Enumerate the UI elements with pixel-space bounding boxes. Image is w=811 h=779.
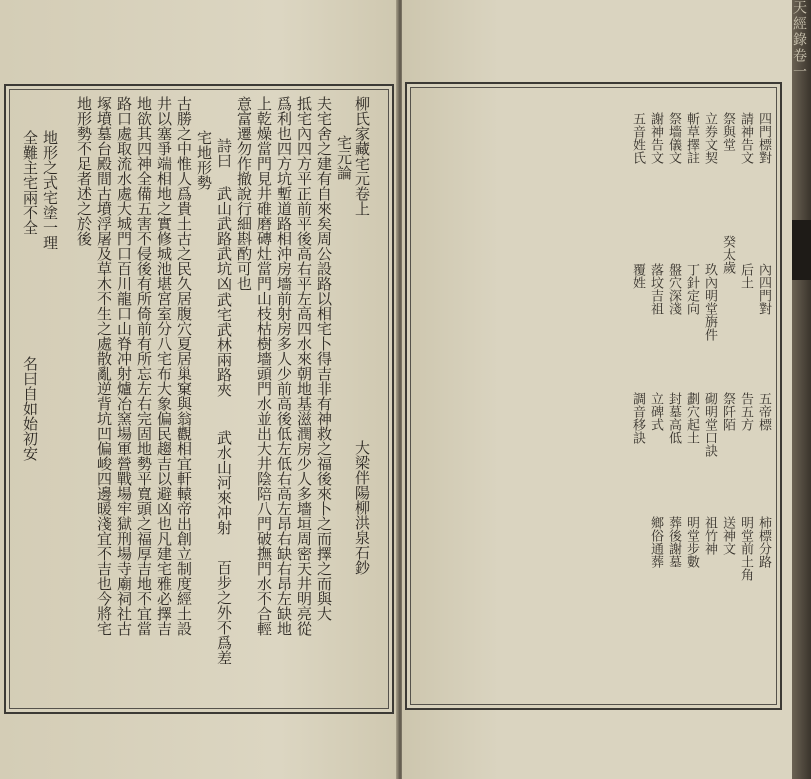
toc-item: 砌明堂口訣 bbox=[702, 392, 717, 457]
toc-item: 請神告文 bbox=[738, 112, 753, 164]
body2-line-5: 塚墳墓台殿間古墳浮屠及草木不生之處散亂逆背坑凹偏峻四邊暖淺宜不吉也今將宅 bbox=[95, 96, 113, 636]
toc-item: 祭墻儀文 bbox=[666, 112, 681, 164]
note-line-1: 地形之式宅塗一理 bbox=[41, 130, 59, 250]
note-line-2: 全難主宅兩不全 bbox=[21, 130, 39, 235]
toc-item: 后土 bbox=[738, 263, 753, 289]
toc-item: 調音移訣 bbox=[630, 392, 645, 444]
toc-item: 葬後謝墓 bbox=[666, 516, 681, 568]
toc-item: 四門標對 bbox=[756, 112, 771, 164]
poem-line-4: 百步之外不爲差 bbox=[215, 560, 233, 665]
heading-zhai-di-xing-shi: 宅地形勢 bbox=[195, 130, 213, 190]
body-line-4: 上乾燥當門見井碓磨磚灶當門山枝枯樹墻頭門水並出大井陰陪八門破撫門水不合輕 bbox=[255, 96, 273, 636]
toc-item: 立碑式 bbox=[648, 392, 663, 431]
body2-line-1: 古勝之中惟人爲貴土古之民久居腹穴夏居巢窠與翁觀相宜軒轅帝出創立制度經土設 bbox=[175, 96, 193, 636]
poem-line-3: 武水山河來冲射 bbox=[215, 430, 233, 535]
toc-item: 明堂步數 bbox=[684, 516, 699, 568]
body-line-1: 夫宅舍之建有自來矣周公設路以相宅卜得吉非有神救之福後來卜之而擇之而與大 bbox=[315, 96, 333, 621]
body2-line-4: 路口處取流水處大城門口百川龍口山脊冲射爐冶窯場軍營戰場牢獄刑場寺廟祠社古 bbox=[115, 96, 133, 636]
body2-line-6: 地形勢不足者述之於後 bbox=[75, 96, 93, 246]
note-line-3: 名曰自如始初安 bbox=[21, 356, 39, 461]
toc-item: 內四門對 bbox=[756, 263, 771, 315]
toc-item: 丁針定向 bbox=[684, 263, 699, 315]
body-line-3: 爲利也四方坑塹道路相沖房墻前射房多人少前高後低左低右高左昂右缺右昂左缺地 bbox=[275, 96, 293, 636]
poem-line-2: 武宅武林兩路夾 bbox=[215, 292, 233, 397]
toc-item: 柿標分路 bbox=[756, 516, 771, 568]
toc-item: 覆姓 bbox=[630, 263, 645, 289]
toc-item: 封墓高低 bbox=[666, 392, 681, 444]
spine-mark bbox=[792, 220, 811, 280]
toc-item: 五音姓氏 bbox=[630, 112, 645, 164]
toc-item: 盤穴深淺 bbox=[666, 263, 681, 315]
toc-item: 立券文契 bbox=[702, 112, 717, 164]
toc-item: 祖竹神 bbox=[702, 516, 717, 555]
toc-item: 祭與堂 bbox=[720, 112, 735, 151]
toc-item: 落坟吉祖 bbox=[648, 263, 663, 315]
author-line: 大梁伴陽柳洪泉石鈔 bbox=[353, 440, 371, 575]
toc-item: 劃穴起土 bbox=[684, 392, 699, 444]
toc-item: 鄉俗通葬 bbox=[648, 516, 663, 568]
toc-item: 斬草擇註 bbox=[684, 112, 699, 164]
toc-item: 送神文 bbox=[720, 516, 735, 555]
book-title: 柳氏家藏宅元卷上 bbox=[353, 96, 371, 216]
toc-item: 明堂前土角 bbox=[738, 516, 753, 581]
left-page bbox=[0, 0, 398, 779]
spine-label: 天經錄卷一 bbox=[791, 0, 807, 80]
body2-line-2: 井以塞爭端相地之實修城池堪宮室分八宅布大象偏民趨吉以避凶也凡建宅雅必擇吉 bbox=[155, 96, 173, 636]
body-line-2: 抵宅內四方平正前平後高右平左高四水來朝地基滋潤房少人多墻垣周密天井明亮從 bbox=[295, 96, 313, 636]
book-edge bbox=[792, 0, 811, 779]
right-page bbox=[402, 0, 792, 779]
poem-line-1: 詩曰 武山武路武坑凶 bbox=[215, 138, 233, 291]
body-line-5: 意富遷勿作撤說行細斟酌可也 bbox=[235, 96, 253, 291]
heading-zhai-yuan-lun: 宅元論 bbox=[335, 135, 353, 180]
toc-item: 玖內明堂旃件 bbox=[702, 263, 717, 341]
toc-item: 五帝標 bbox=[756, 392, 771, 431]
toc-item: 謝神告文 bbox=[648, 112, 663, 164]
toc-item: 祭阡陌 bbox=[720, 392, 735, 431]
body2-line-3: 地欲其四神全備五害不侵後有所倚前有所忘左右完固地勢平寬頭之福厚吉地不宜當 bbox=[135, 96, 153, 636]
toc-item: 告五方 bbox=[738, 392, 753, 431]
toc-item: 癸太歲 bbox=[720, 235, 735, 274]
